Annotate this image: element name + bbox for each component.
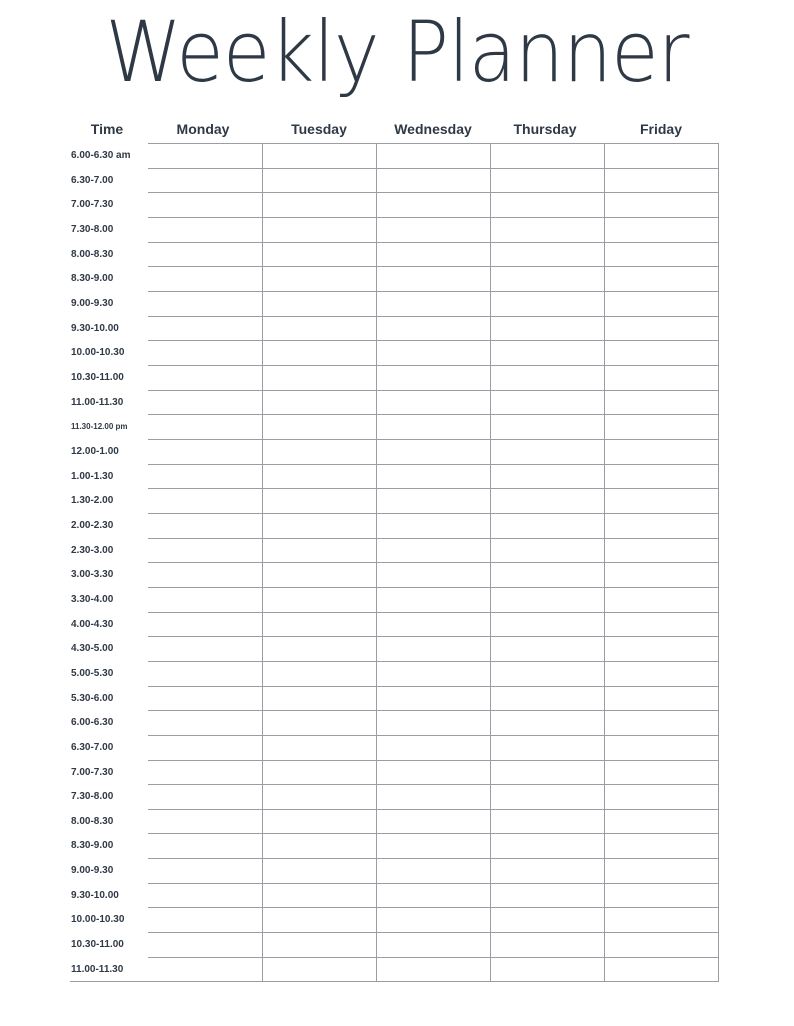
time-slot-row <box>0 661 794 686</box>
schedule-cell-tuesday[interactable] <box>262 661 376 686</box>
time-slot-label: 9.00-9.30 <box>71 297 114 309</box>
schedule-cell-wednesday[interactable] <box>376 340 490 365</box>
schedule-cell-monday[interactable] <box>148 340 262 365</box>
schedule-cell-friday[interactable] <box>604 932 718 957</box>
column-divider <box>604 143 605 982</box>
time-slot-label: 4.00-4.30 <box>71 618 114 630</box>
schedule-cell-tuesday[interactable] <box>262 932 376 957</box>
schedule-cell-friday[interactable] <box>604 735 718 760</box>
time-slot-label: 9.30-10.00 <box>71 889 119 901</box>
time-slot-label: 8.00-8.30 <box>71 248 114 260</box>
row-divider <box>70 981 719 982</box>
time-slot-row <box>0 735 794 760</box>
schedule-cell-tuesday[interactable] <box>262 414 376 439</box>
schedule-cell-friday[interactable] <box>604 340 718 365</box>
schedule-cell-tuesday[interactable] <box>262 760 376 785</box>
column-divider <box>262 143 263 982</box>
time-slot-label: 7.00-7.30 <box>71 766 114 778</box>
schedule-cell-wednesday[interactable] <box>376 612 490 637</box>
schedule-cell-monday[interactable] <box>148 636 262 661</box>
schedule-cell-monday[interactable] <box>148 365 262 390</box>
schedule-cell-thursday[interactable] <box>490 538 604 563</box>
time-slot-label: 9.30-10.00 <box>71 322 119 334</box>
schedule-cell-tuesday[interactable] <box>262 784 376 809</box>
schedule-cell-thursday[interactable] <box>490 168 604 193</box>
time-slot-label: 6.00-6.30 am <box>71 150 131 161</box>
schedule-cell-tuesday[interactable] <box>262 710 376 735</box>
schedule-cell-monday[interactable] <box>148 266 262 291</box>
time-slot-row <box>0 365 794 390</box>
time-slot-label: 12.00-1.00 <box>71 445 119 457</box>
time-slot-row <box>0 612 794 637</box>
schedule-cell-tuesday[interactable] <box>262 513 376 538</box>
schedule-cell-tuesday[interactable] <box>262 217 376 242</box>
schedule-cell-thursday[interactable] <box>490 414 604 439</box>
time-slot-row <box>0 784 794 809</box>
schedule-cell-thursday[interactable] <box>490 266 604 291</box>
schedule-cell-monday[interactable] <box>148 168 262 193</box>
schedule-cell-wednesday[interactable] <box>376 414 490 439</box>
schedule-cell-monday[interactable] <box>148 784 262 809</box>
schedule-cell-tuesday[interactable] <box>262 340 376 365</box>
schedule-cell-wednesday[interactable] <box>376 513 490 538</box>
schedule-cell-wednesday[interactable] <box>376 390 490 415</box>
time-slot-label: 10.00-10.30 <box>71 347 125 359</box>
time-slot-row <box>0 439 794 464</box>
schedule-cell-tuesday[interactable] <box>262 562 376 587</box>
schedule-cell-tuesday[interactable] <box>262 316 376 341</box>
schedule-cell-thursday[interactable] <box>490 316 604 341</box>
schedule-cell-wednesday[interactable] <box>376 365 490 390</box>
schedule-cell-tuesday[interactable] <box>262 686 376 711</box>
schedule-cell-wednesday[interactable] <box>376 464 490 489</box>
schedule-cell-friday[interactable] <box>604 710 718 735</box>
schedule-cell-wednesday[interactable] <box>376 784 490 809</box>
header-tuesday: Tuesday <box>291 121 347 137</box>
schedule-cell-thursday[interactable] <box>490 636 604 661</box>
schedule-cell-friday[interactable] <box>604 192 718 217</box>
schedule-cell-thursday[interactable] <box>490 192 604 217</box>
schedule-cell-tuesday[interactable] <box>262 538 376 563</box>
schedule-cell-thursday[interactable] <box>490 784 604 809</box>
schedule-cell-thursday[interactable] <box>490 760 604 785</box>
schedule-cell-friday[interactable] <box>604 587 718 612</box>
schedule-cell-monday[interactable] <box>148 562 262 587</box>
schedule-cell-thursday[interactable] <box>490 291 604 316</box>
schedule-cell-thursday[interactable] <box>490 907 604 932</box>
schedule-cell-tuesday[interactable] <box>262 858 376 883</box>
schedule-cell-thursday[interactable] <box>490 390 604 415</box>
schedule-cell-wednesday[interactable] <box>376 809 490 834</box>
column-divider <box>490 143 491 982</box>
schedule-cell-friday[interactable] <box>604 316 718 341</box>
schedule-cell-wednesday[interactable] <box>376 439 490 464</box>
schedule-cell-wednesday[interactable] <box>376 686 490 711</box>
schedule-cell-tuesday[interactable] <box>262 242 376 267</box>
header-friday: Friday <box>639 121 682 137</box>
schedule-cell-wednesday[interactable] <box>376 143 490 168</box>
schedule-cell-friday[interactable] <box>604 266 718 291</box>
time-slot-label: 2.00-2.30 <box>71 519 114 531</box>
schedule-grid <box>0 143 794 985</box>
schedule-cell-thursday[interactable] <box>490 587 604 612</box>
time-slot-row <box>0 168 794 193</box>
schedule-cell-friday[interactable] <box>604 907 718 932</box>
schedule-cell-monday[interactable] <box>148 686 262 711</box>
schedule-cell-tuesday[interactable] <box>262 636 376 661</box>
schedule-cell-friday[interactable] <box>604 538 718 563</box>
schedule-cell-friday[interactable] <box>604 242 718 267</box>
schedule-cell-monday[interactable] <box>148 710 262 735</box>
time-slot-label: 9.00-9.30 <box>71 865 114 877</box>
schedule-cell-thursday[interactable] <box>490 932 604 957</box>
time-slot-label: 10.30-11.00 <box>71 371 124 383</box>
time-slot-row <box>0 513 794 538</box>
schedule-cell-monday[interactable] <box>148 439 262 464</box>
time-slot-row <box>0 833 794 858</box>
schedule-cell-wednesday[interactable] <box>376 266 490 291</box>
schedule-cell-wednesday[interactable] <box>376 735 490 760</box>
schedule-cell-friday[interactable] <box>604 883 718 908</box>
schedule-cell-wednesday[interactable] <box>376 192 490 217</box>
schedule-cell-thursday[interactable] <box>490 809 604 834</box>
time-slot-label: 10.30-11.00 <box>71 939 124 951</box>
schedule-cell-thursday[interactable] <box>490 217 604 242</box>
schedule-cell-wednesday[interactable] <box>376 636 490 661</box>
schedule-cell-thursday[interactable] <box>490 464 604 489</box>
schedule-cell-monday[interactable] <box>148 513 262 538</box>
time-slot-row <box>0 414 794 439</box>
time-slot-row <box>0 883 794 908</box>
schedule-cell-thursday[interactable] <box>490 735 604 760</box>
schedule-cell-friday[interactable] <box>604 439 718 464</box>
time-slot-label: 2.30-3.00 <box>71 544 114 556</box>
schedule-cell-tuesday[interactable] <box>262 291 376 316</box>
schedule-cell-wednesday[interactable] <box>376 562 490 587</box>
schedule-cell-tuesday[interactable] <box>262 907 376 932</box>
time-slot-row <box>0 760 794 785</box>
schedule-cell-thursday[interactable] <box>490 883 604 908</box>
time-slot-label: 8.30-9.00 <box>71 840 114 852</box>
time-slot-label: 11.30-12.00 pm <box>71 422 128 432</box>
schedule-cell-monday[interactable] <box>148 612 262 637</box>
schedule-cell-thursday[interactable] <box>490 612 604 637</box>
time-slot-row <box>0 636 794 661</box>
time-slot-row <box>0 907 794 932</box>
column-divider <box>376 143 377 982</box>
schedule-cell-friday[interactable] <box>604 612 718 637</box>
schedule-cell-monday[interactable] <box>148 760 262 785</box>
schedule-cell-friday[interactable] <box>604 957 718 982</box>
header-wednesday: Wednesday <box>394 121 472 137</box>
time-slot-label: 11.00-11.30 <box>71 963 124 975</box>
schedule-cell-thursday[interactable] <box>490 562 604 587</box>
schedule-cell-thursday[interactable] <box>490 686 604 711</box>
time-slot-label: 8.00-8.30 <box>71 815 114 827</box>
schedule-cell-thursday[interactable] <box>490 957 604 982</box>
time-slot-row <box>0 242 794 267</box>
schedule-cell-wednesday[interactable] <box>376 858 490 883</box>
schedule-cell-friday[interactable] <box>604 809 718 834</box>
schedule-cell-thursday[interactable] <box>490 710 604 735</box>
schedule-cell-tuesday[interactable] <box>262 266 376 291</box>
time-slot-row <box>0 809 794 834</box>
time-slot-label: 3.00-3.30 <box>71 569 114 581</box>
schedule-cell-thursday[interactable] <box>490 365 604 390</box>
schedule-cell-monday[interactable] <box>148 907 262 932</box>
schedule-cell-tuesday[interactable] <box>262 143 376 168</box>
schedule-cell-monday[interactable] <box>148 217 262 242</box>
schedule-cell-monday[interactable] <box>148 192 262 217</box>
schedule-cell-monday[interactable] <box>148 858 262 883</box>
schedule-cell-wednesday[interactable] <box>376 661 490 686</box>
schedule-cell-wednesday[interactable] <box>376 710 490 735</box>
header-monday: Monday <box>176 121 230 137</box>
schedule-cell-monday[interactable] <box>148 932 262 957</box>
header-time: Time <box>90 121 124 137</box>
schedule-cell-tuesday[interactable] <box>262 587 376 612</box>
schedule-cell-friday[interactable] <box>604 143 718 168</box>
schedule-cell-friday[interactable] <box>604 291 718 316</box>
schedule-cell-monday[interactable] <box>148 414 262 439</box>
schedule-cell-wednesday[interactable] <box>376 316 490 341</box>
schedule-cell-friday[interactable] <box>604 833 718 858</box>
time-slot-label: 8.30-9.00 <box>71 273 114 285</box>
time-slot-row <box>0 340 794 365</box>
schedule-cell-tuesday[interactable] <box>262 192 376 217</box>
schedule-cell-wednesday[interactable] <box>376 217 490 242</box>
schedule-cell-monday[interactable] <box>148 488 262 513</box>
schedule-cell-thursday[interactable] <box>490 439 604 464</box>
schedule-cell-thursday[interactable] <box>490 488 604 513</box>
schedule-cell-monday[interactable] <box>148 883 262 908</box>
schedule-cell-wednesday[interactable] <box>376 932 490 957</box>
schedule-cell-tuesday[interactable] <box>262 168 376 193</box>
time-slot-label: 6.00-6.30 <box>71 717 114 729</box>
schedule-cell-monday[interactable] <box>148 538 262 563</box>
schedule-cell-wednesday[interactable] <box>376 883 490 908</box>
time-slot-label: 7.30-8.00 <box>71 791 114 803</box>
schedule-cell-tuesday[interactable] <box>262 735 376 760</box>
time-slot-row <box>0 291 794 316</box>
schedule-cell-tuesday[interactable] <box>262 488 376 513</box>
time-slot-row <box>0 710 794 735</box>
schedule-cell-friday[interactable] <box>604 513 718 538</box>
schedule-cell-friday[interactable] <box>604 488 718 513</box>
schedule-cell-thursday[interactable] <box>490 340 604 365</box>
schedule-cell-tuesday[interactable] <box>262 464 376 489</box>
column-headers <box>0 116 794 142</box>
time-slot-row <box>0 587 794 612</box>
schedule-cell-thursday[interactable] <box>490 242 604 267</box>
schedule-cell-tuesday[interactable] <box>262 833 376 858</box>
time-slot-row <box>0 217 794 242</box>
schedule-cell-friday[interactable] <box>604 217 718 242</box>
schedule-cell-friday[interactable] <box>604 760 718 785</box>
header-thursday: Thursday <box>513 121 577 137</box>
schedule-cell-thursday[interactable] <box>490 143 604 168</box>
schedule-cell-monday[interactable] <box>148 316 262 341</box>
time-slot-row <box>0 192 794 217</box>
schedule-cell-monday[interactable] <box>148 242 262 267</box>
schedule-cell-friday[interactable] <box>604 365 718 390</box>
schedule-cell-friday[interactable] <box>604 464 718 489</box>
time-slot-label: 1.30-2.00 <box>71 495 114 507</box>
schedule-cell-tuesday[interactable] <box>262 809 376 834</box>
schedule-cell-thursday[interactable] <box>490 661 604 686</box>
time-slot-label: 3.30-4.00 <box>71 593 114 605</box>
schedule-cell-monday[interactable] <box>148 833 262 858</box>
schedule-cell-wednesday[interactable] <box>376 587 490 612</box>
column-divider <box>718 143 719 982</box>
time-slot-row <box>0 390 794 415</box>
schedule-cell-monday[interactable] <box>148 957 262 982</box>
schedule-cell-friday[interactable] <box>604 168 718 193</box>
schedule-cell-monday[interactable] <box>148 390 262 415</box>
schedule-cell-friday[interactable] <box>604 661 718 686</box>
time-slot-row <box>0 562 794 587</box>
time-slot-label: 6.30-7.00 <box>71 741 114 753</box>
time-slot-row <box>0 464 794 489</box>
time-slot-row <box>0 316 794 341</box>
time-slot-row <box>0 858 794 883</box>
page-title: Weekly Planner <box>105 3 689 101</box>
schedule-cell-monday[interactable] <box>148 809 262 834</box>
schedule-cell-monday[interactable] <box>148 735 262 760</box>
schedule-cell-friday[interactable] <box>604 390 718 415</box>
schedule-cell-thursday[interactable] <box>490 858 604 883</box>
schedule-cell-friday[interactable] <box>604 784 718 809</box>
schedule-cell-wednesday[interactable] <box>376 168 490 193</box>
schedule-cell-tuesday[interactable] <box>262 612 376 637</box>
time-slot-row <box>0 143 794 168</box>
schedule-cell-monday[interactable] <box>148 143 262 168</box>
time-slot-label: 11.00-11.30 <box>71 396 124 408</box>
time-slot-label: 1.00-1.30 <box>71 470 114 482</box>
schedule-cell-monday[interactable] <box>148 291 262 316</box>
time-slot-row <box>0 686 794 711</box>
time-slot-row <box>0 266 794 291</box>
schedule-cell-friday[interactable] <box>604 414 718 439</box>
schedule-cell-wednesday[interactable] <box>376 833 490 858</box>
time-slot-label: 6.30-7.00 <box>71 174 114 186</box>
schedule-cell-wednesday[interactable] <box>376 291 490 316</box>
time-slot-label: 10.00-10.30 <box>71 914 125 926</box>
schedule-cell-tuesday[interactable] <box>262 957 376 982</box>
time-slot-row <box>0 932 794 957</box>
schedule-cell-tuesday[interactable] <box>262 883 376 908</box>
time-slot-label: 4.30-5.00 <box>71 643 114 655</box>
schedule-cell-tuesday[interactable] <box>262 439 376 464</box>
schedule-cell-wednesday[interactable] <box>376 760 490 785</box>
time-slot-row <box>0 957 794 982</box>
schedule-cell-thursday[interactable] <box>490 833 604 858</box>
time-slot-label: 5.00-5.30 <box>71 667 114 679</box>
schedule-cell-friday[interactable] <box>604 686 718 711</box>
schedule-cell-monday[interactable] <box>148 587 262 612</box>
time-slot-label: 5.30-6.00 <box>71 692 114 704</box>
schedule-cell-tuesday[interactable] <box>262 390 376 415</box>
time-slot-label: 7.00-7.30 <box>71 199 114 211</box>
schedule-cell-wednesday[interactable] <box>376 488 490 513</box>
schedule-cell-wednesday[interactable] <box>376 242 490 267</box>
schedule-cell-friday[interactable] <box>604 858 718 883</box>
schedule-cell-wednesday[interactable] <box>376 538 490 563</box>
schedule-cell-friday[interactable] <box>604 636 718 661</box>
time-slot-row <box>0 488 794 513</box>
time-slot-label: 7.30-8.00 <box>71 223 114 235</box>
schedule-cell-tuesday[interactable] <box>262 365 376 390</box>
schedule-cell-wednesday[interactable] <box>376 907 490 932</box>
schedule-cell-thursday[interactable] <box>490 513 604 538</box>
schedule-cell-monday[interactable] <box>148 661 262 686</box>
schedule-cell-wednesday[interactable] <box>376 957 490 982</box>
time-slot-row <box>0 538 794 563</box>
schedule-cell-friday[interactable] <box>604 562 718 587</box>
schedule-cell-monday[interactable] <box>148 464 262 489</box>
